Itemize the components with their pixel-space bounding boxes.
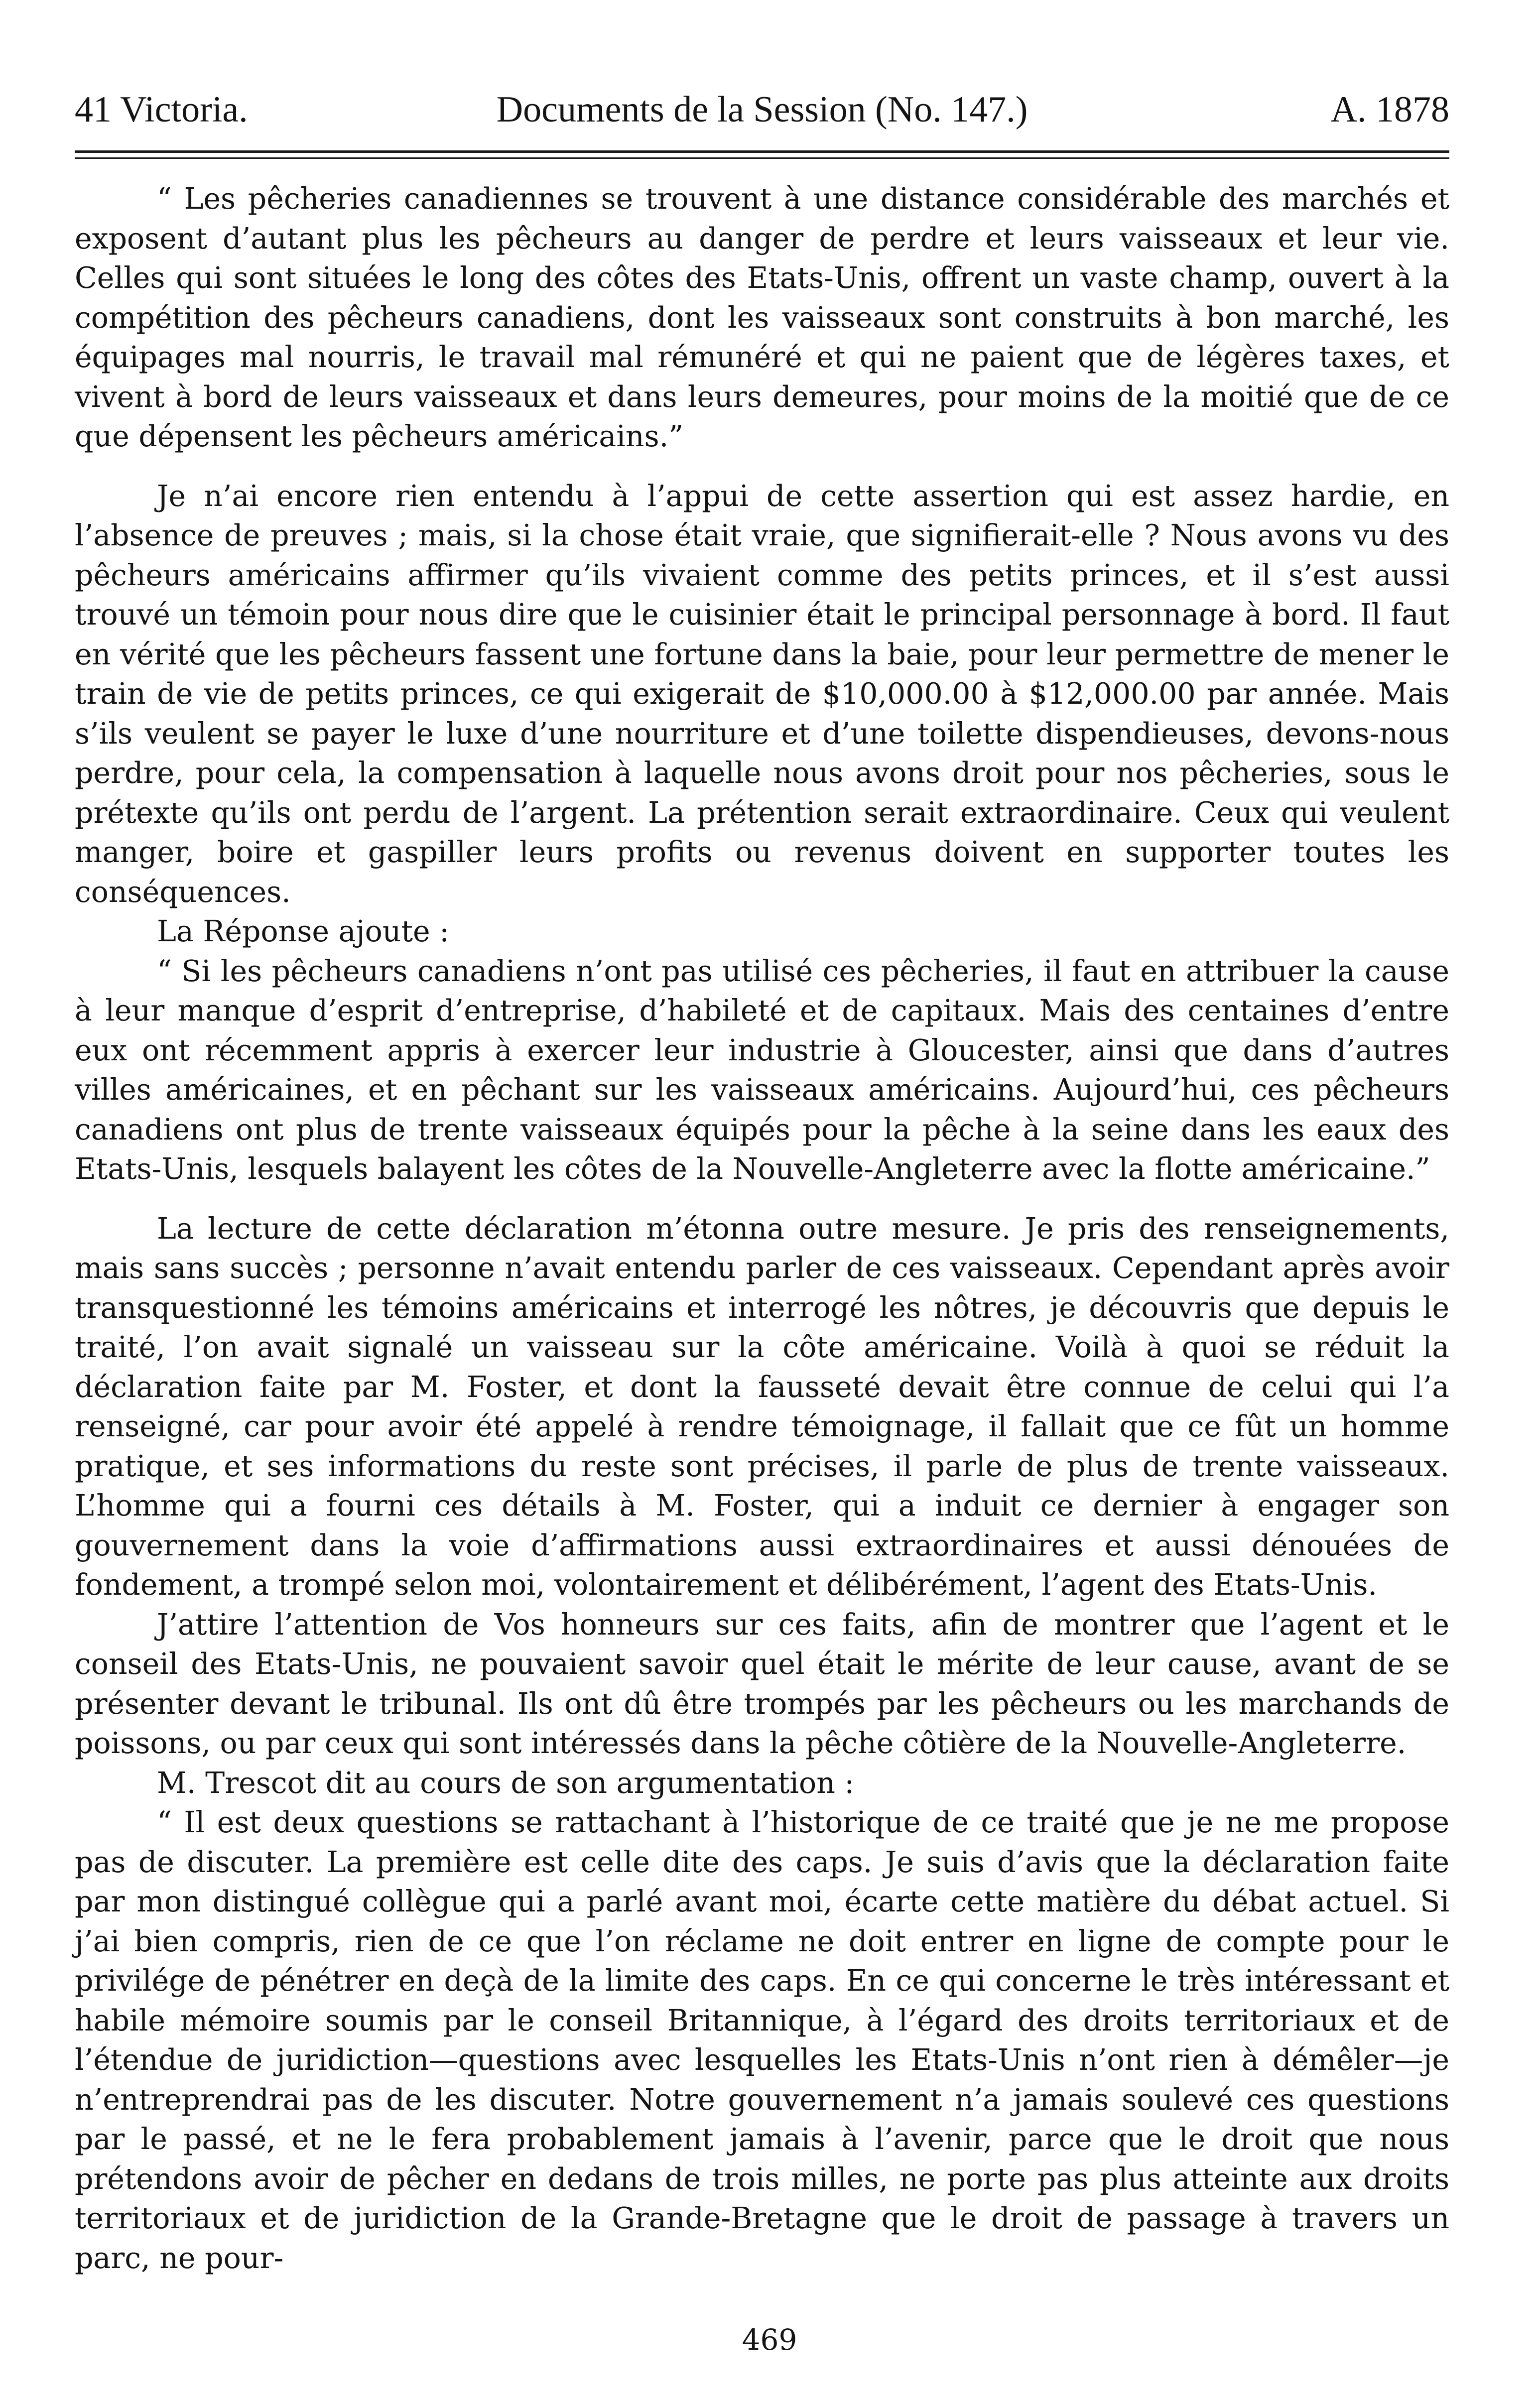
page-number: 469 [742,2323,797,2357]
paragraph-lecture: La lecture de cette déclaration m’étonna outre mesure. Je pris des renseignements, mais sans succès ; personne n’avait entendu parler de ces vaisseaux. Cependant après avoir transquestionné les témoins américains et interrogé les nôtres, je découvris que depuis le traité, l’on avait signalé un vaisseau sur la côte américaine. Voilà à quoi se réduit la déclaration faite par M. Foster, et dont la fausseté devait être connue de celui qui l’a renseigné, car pour avoir été appelé à rendre témoignage, il fallait que ce fût un homme pratique, et ses informations du reste sont précises, il parle de plus de trente vaisseaux. L’homme qui a fourni ces détails à M. Foster, qui a induit ce dernier à engager son gouvernement dans la voie d’affirmations aussi extraordinaires et aussi dénouées de fondement, a trompé selon moi, volontairement et délibérément, l’agent des Etats-Unis. [75,1211,1449,1602]
paragraph-attention: J’attire l’attention de Vos honneurs sur ces faits, afin de montrer que l’agent et le conseil des Etats-Unis, ne pouvaient savoir quel était le mérite de leur cause, avant de se présenter devant le tribunal. Ils ont dû être trompés par les pêcheurs ou les marchands de poissons, ou par ceux qui sont intéressés dans la pêche côtière de la Nouvelle-Angleterre. [75,1607,1449,1760]
paragraph-reponse-intro: La Réponse ajoute : [157,914,449,948]
paragraph-assertion: Je n’ai encore rien entendu à l’appui de cette assertion qui est assez hardie, en l’absence de preuves ; mais, si la chose était vraie, que signifierait-elle ? Nous avons vu des pêcheurs américains affirmer qu’ils vivaient comme des petits princes, et il s’est aussi trouvé un témoin pour nous dire que le cuisinier était le principal personnage à bord. Il faut en vérité que les pêcheurs fassent une fortune dans la baie, pour leur permettre de mener le train de vie de petits princes, ce qui exigerait de $10,000.00 à $12,000.00 par année. Mais s’ils veulent se payer le luxe d’une nourriture et d’une toilette dispendieuses, devons-nous perdre, pour cela, la compensation à laquelle nous avons droit pour nos pêcheries, sous le prétexte qu’ils ont perdu de l’argent. La prétention serait extraordinaire. Ceux qui veulent manger, boire et gaspiller leurs profits ou revenus doivent en supporter toutes les conséquences. [75,479,1449,909]
paragraph-quote-pecheries: “ Les pêcheries canadiennes se trouvent à une distance considérable des marchés et exposent d’autant plus les pêcheurs au danger de perdre et leurs vaisseaux et leur vie. Celles qui sont situées le long des côtes des Etats-Unis, offrent un vaste champ, ouvert à la compétition des pêcheurs canadiens, dont les vaisseaux sont construits à bon marché, les équipages mal nourris, le travail mal rémunéré et qui ne paient que de légères taxes, et vivent à bord de leurs vaisseaux et dans leurs demeures, pour moins de la moitié que de ce que dépensent les pêcheurs américains.” [75,182,1449,453]
header-title: Documents de la Session (No. 147.) [496,89,1028,130]
header-rule-thick [75,150,1449,153]
paragraph-quote-reponse: “ Si les pêcheurs canadiens n’ont pas utilisé ces pêcheries, il faut en attribuer la cause à leur manque d’esprit d’entreprise, d’habileté et de capitaux. Mais des centaines d’entre eux ont récemment appris à exercer leur industrie à Gloucester, ainsi que dans d’autres villes américaines, et en pêchant sur les vaisseaux américains. Aujourd’hui, ces pêcheurs canadiens ont plus de trente vaisseaux équipés pour la pêche à la seine dans les eaux des Etats-Unis, lesquels balayent les côtes de la Nouvelle-Angleterre avec la flotte américaine.” [75,954,1449,1186]
header-year: A. 1878 [1330,89,1449,130]
paragraph-trescot-intro: M. Trescot dit au cours de son argumentation : [157,1766,855,1800]
running-header [75,87,1449,132]
body-text [75,179,1449,2278]
header-volume: 41 Victoria. [75,89,248,130]
header-rule-thin [75,157,1449,159]
paragraph-quote-trescot: “ Il est deux questions se rattachant à l’historique de ce traité que je ne me propose pas de discuter. La première est celle dite des caps. Je suis d’avis que la déclaration faite par mon distingué collègue qui a parlé avant moi, écarte cette matière du débat actuel. Si j’ai bien compris, rien de ce que l’on réclame ne doit entrer en ligne de compte pour le privilége de pénétrer en deçà de la limite des caps. En ce qui concerne le très intéressant et habile mémoire soumis par le conseil Britannique, à l’égard des droits territoriaux et de l’étendue de juridiction—questions avec lesquelles les Etats-Unis n’ont rien à démêler—je n’entreprendrai pas de les discuter. Notre gouvernement n’a jamais soulevé ces questions par le passé, et ne le fera probablement jamais à l’avenir, parce que le droit que nous prétendons avoir de pêcher en dedans de trois milles, ne porte pas plus atteinte aux droits territoriaux et de juridiction de la Grande-Bretagne que le droit de passage à travers un parc, ne pour- [75,1805,1449,2275]
